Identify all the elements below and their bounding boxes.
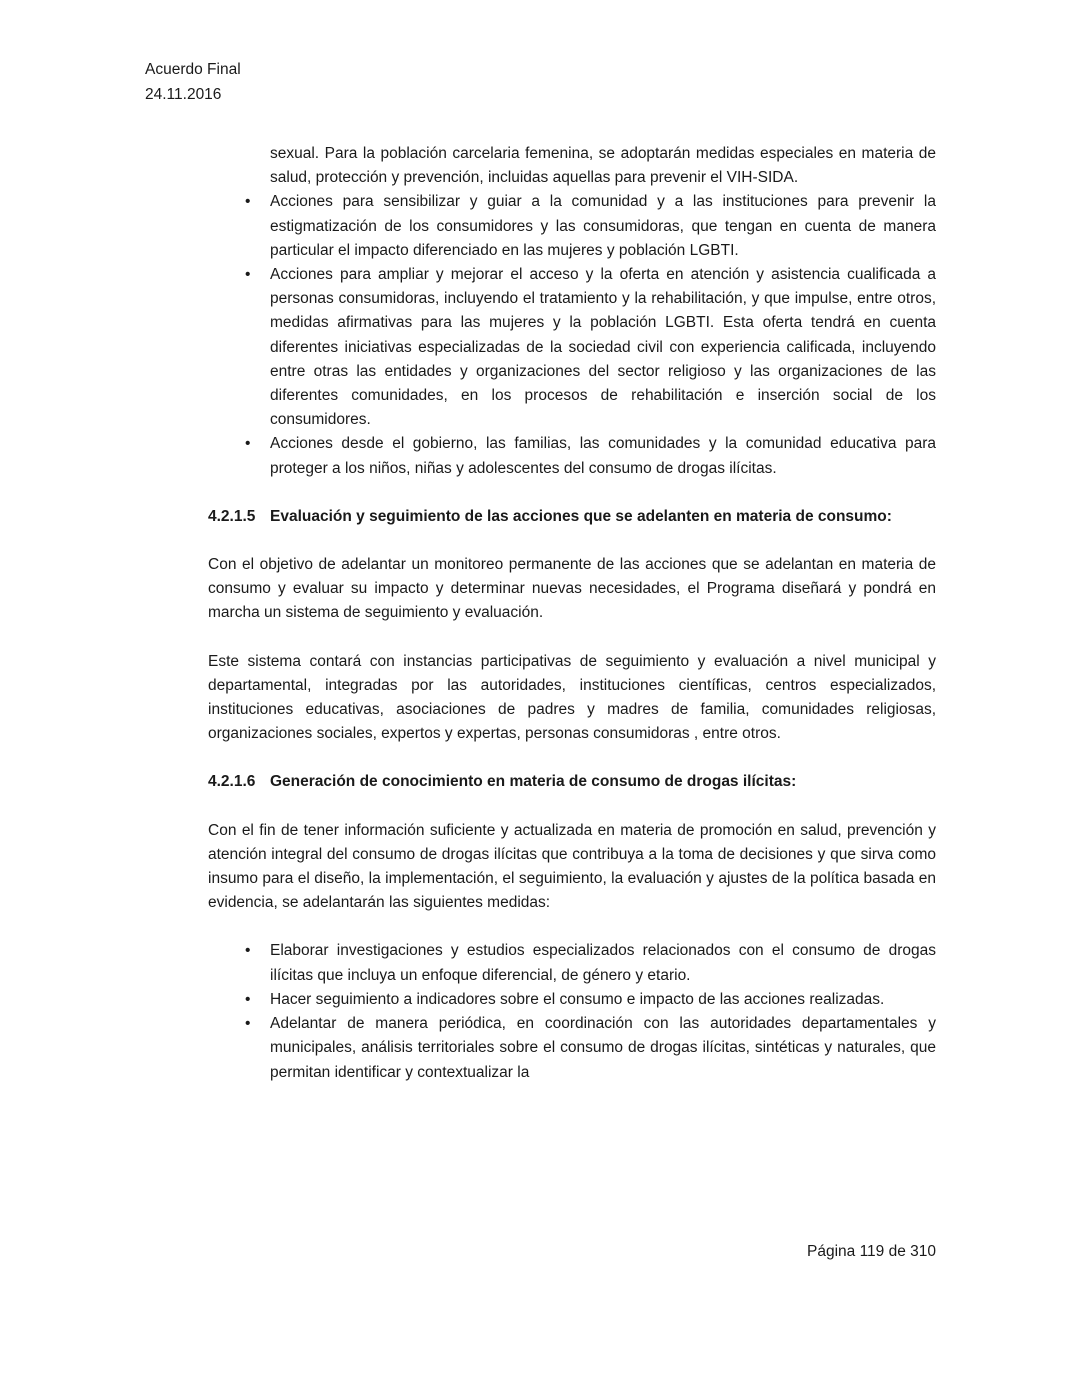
- section-title: Evaluación y seguimiento de las acciones que se adelanten en materia de consumo:: [270, 507, 892, 525]
- list-item: [243, 1012, 936, 1085]
- bullet-icon: •: [245, 266, 251, 284]
- page-number: Página 119 de 310: [807, 1243, 936, 1260]
- bullet-list-medidas: [208, 939, 936, 1084]
- bullet-icon: •: [245, 1015, 251, 1033]
- list-item-text: Hacer seguimiento a indicadores sobre el consumo e impacto de las acciones realizadas.: [270, 990, 885, 1008]
- document-title: Acuerdo Final: [145, 61, 241, 78]
- paragraph: Con el objetivo de adelantar un monitoreo permanente de las acciones que se adelantan en materia de consumo y evaluar su impacto y determinar nuevas necesidades, el Programa diseñará y pondrá en marcha un sistema de seguimiento y evaluación.: [208, 556, 936, 622]
- section-title: Generación de conocimiento en materia de consumo de drogas ilícitas:: [270, 773, 797, 791]
- list-item-text: Elaborar investigaciones y estudios especializados relacionados con el consumo de drogas ilícitas que incluya un enfoque diferencial, de género y etario.: [270, 942, 936, 984]
- paragraph: Con el fin de tener información suficiente y actualizada en materia de promoción en salud, prevención y atención integral del consumo de drogas ilícitas que contribuya a la toma de decisiones y que sirva como insumo para el diseño, la implementación, el seguimiento, la evaluación y ajustes de la política basada en evidencia, se adelantarán las siguientes medidas:: [208, 821, 936, 912]
- paragraph: Este sistema contará con instancias participativas de seguimiento y evaluación a nivel municipal y departamental, integradas por las autoridades, instituciones científicas, centros especializados, instituciones educativas, asociaciones de padres y madres de familia, comunidades religiosas, organizaciones sociales, expertos y expertas, personas consumidoras , entre otros.: [208, 652, 936, 743]
- list-item: [243, 939, 936, 987]
- list-item: [243, 190, 936, 263]
- section-heading-4-2-1-5: [208, 505, 936, 529]
- section-heading-4-2-1-6: [208, 770, 936, 794]
- list-item: [243, 432, 936, 480]
- list-item-text: Adelantar de manera periódica, en coordinación con las autoridades departamentales y municipales, análisis territoriales sobre el consumo de drogas ilícitas, sintéticas y naturales, que permitan identificar y contextualizar la: [270, 1015, 936, 1081]
- document-body: [208, 142, 936, 1109]
- section-number: 4.2.1.6: [208, 773, 256, 791]
- list-item: [243, 263, 936, 432]
- bullet-icon: •: [245, 942, 251, 960]
- document-date: 24.11.2016: [145, 86, 222, 103]
- document-header: [145, 57, 241, 107]
- bullet-icon: •: [245, 193, 251, 211]
- list-item-text: Acciones para sensibilizar y guiar a la comunidad y a las instituciones para prevenir la estigmatización de los consumidores y las consumidoras, que tengan en cuenta de manera particular el impacto diferenciado en las mujeres y población LGBTI.: [270, 193, 936, 259]
- bullet-icon: •: [245, 990, 251, 1008]
- bullet-list-consumo: [208, 190, 936, 480]
- list-item-text: Acciones para ampliar y mejorar el acceso y la oferta en atención y asistencia cualificada a personas consumidoras, incluyendo el tratamiento y la rehabilitación, y que impulse, entre otros, medidas afirmativas para las mujeres y la población LGBTI. Esta oferta tendrá en cuenta diferentes iniciativas especializadas de la sociedad civil con experiencia calificada, incluyendo entre otras las entidades y organizaciones del sector religioso y las organizaciones de las diferentes comunidades, en los procesos de rehabilitación e inserción social de los consumidores.: [270, 266, 936, 429]
- paragraph-continuation: sexual. Para la población carcelaria femenina, se adoptarán medidas especiales en materia de salud, protección y prevención, incluidas aquellas para prevenir el VIH-SIDA.: [270, 145, 936, 187]
- bullet-icon: •: [245, 435, 251, 453]
- list-item-text: Acciones desde el gobierno, las familias, las comunidades y la comunidad educativa para proteger a los niños, niñas y adolescentes del consumo de drogas ilícitas.: [270, 435, 936, 477]
- section-number: 4.2.1.5: [208, 507, 256, 525]
- list-item: [243, 988, 936, 1012]
